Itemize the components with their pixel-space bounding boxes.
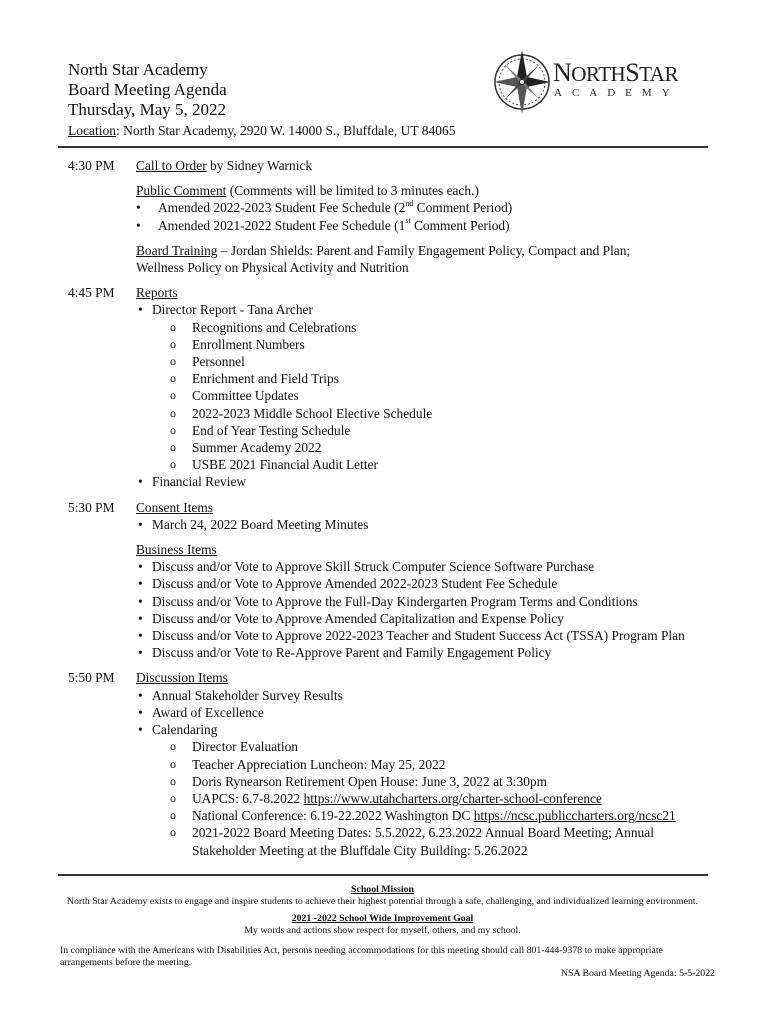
goal-title: 2021 -2022 School Wide Improvement Goal xyxy=(291,913,474,924)
list-item: • Discuss and/or Vote to Approve the Full-Day Kindergarten Program Terms and Conditions xyxy=(136,593,718,610)
list-item: o 2021-2022 Board Meeting Dates: 5.5.2022, 6.23.2022 Annual Board Meeting; Annual Stakeholder Meeting at the Bluffdale City Building: 5.26.2022 xyxy=(170,824,718,858)
board-training: Board Training – Jordan Shields: Parent and Family Engagement Policy, Compact and Plan; Wellness Policy on Physical Activity and Nutrition xyxy=(136,242,631,276)
list-item: o UAPCS: 6.7-8.2022 https://www.utahcharters.org/charter-school-conference xyxy=(170,790,718,807)
list-item: • Discuss and/or Vote to Approve Skill Struck Computer Science Software Purchase xyxy=(136,558,718,575)
list-item: o 2022-2023 Middle School Elective Schedule xyxy=(170,405,718,422)
list-item: • Discuss and/or Vote to Approve 2022-2023 Teacher and Student Success Act (TSSA) Program Plan xyxy=(136,627,718,644)
list-item: o Recognitions and Celebrations xyxy=(170,319,718,336)
public-comment: Public Comment (Comments will be limited to 3 minutes each.) • Amended 2022-2023 Student Fee Schedule (2nd Comment Period) • Amended 2021-2022 Student Fee Schedule (1st Comment Period) xyxy=(136,182,718,234)
agenda-block-430 xyxy=(68,157,718,284)
list-item: o Summer Academy 2022 xyxy=(170,439,718,456)
reports xyxy=(136,284,718,490)
block-content xyxy=(136,157,718,284)
logo-wordmark: NORTHSTAR xyxy=(553,58,678,87)
list-item: o National Conference: 6.19-22.2022 Washington DC https://ncsc.publiccharters.org/ncsc21 xyxy=(170,807,718,824)
list-item: o USBE 2021 Financial Audit Letter xyxy=(170,456,718,473)
time-label: 4:45 PM xyxy=(68,285,115,301)
list-item: • Calendaring o Director Evaluation o Teacher Appreciation Luncheon: May 25, 2022 o Doris Rynearson Retirement Open House: June 3, 2022 at 3:30pm o UAPCS: 6.7-8.2022 https://www.utahcharters.org/charter-school-conference o National Conference: 6.19-22.2022 Washington DC https://ncsc.publiccharters.org/ncsc21 o 2021-2022 Board Meeting Dates: 5.5.2022, 6.23.2022 Annual Board Meeting; Annual Stakeholder Meeting at the Bluffdale City Building: 5.26.2022 xyxy=(136,721,718,859)
discussion-items xyxy=(136,669,718,858)
mission-text: North Star Academy exists to engage and inspire students to achieve their highest potential through a safe, challenging, and individualized learning environment. xyxy=(66,895,699,907)
list-item: o Personnel xyxy=(170,353,718,370)
meeting-date: Thursday, May 5, 2022 xyxy=(68,100,227,119)
reports-list xyxy=(136,301,718,490)
agenda-block-550 xyxy=(68,669,718,858)
list-item: • Annual Stakeholder Survey Results xyxy=(136,687,718,704)
location-address: : North Star Academy, 2920 W. 14000 S., Bluffdale, UT 84065 xyxy=(115,123,456,138)
uapcs-conference-link[interactable]: https://www.utahcharters.org/charter-school-conference xyxy=(303,790,602,806)
list-item: o Enrichment and Field Trips xyxy=(170,370,718,387)
list-item: o Director Evaluation xyxy=(170,738,718,755)
goal-text: My words and actions show respect for myself, others, and my school. xyxy=(244,924,521,936)
director-report-list xyxy=(152,319,718,474)
list-item: o Doris Rynearson Retirement Open House: June 3, 2022 at 3:30pm xyxy=(170,773,718,790)
list-item: o End of Year Testing Schedule xyxy=(170,422,718,439)
footer xyxy=(50,884,715,980)
header-divider xyxy=(58,146,708,148)
school-name: North Star Academy xyxy=(68,60,208,79)
list-item: o Teacher Appreciation Luncheon: May 25, 2022 xyxy=(170,756,718,773)
discussion-heading: Discussion Items xyxy=(136,670,228,686)
consent-heading: Consent Items xyxy=(136,499,213,515)
mission-title: School Mission xyxy=(351,884,414,895)
list-item: • Financial Review xyxy=(136,473,718,490)
location xyxy=(68,123,708,139)
call-to-order: Call to Order by Sidney Warnick xyxy=(136,158,313,173)
logo-subtitle: ACADEMY xyxy=(554,87,680,99)
calendaring-list xyxy=(152,738,718,858)
block-content xyxy=(136,499,718,670)
consent-items xyxy=(136,499,718,533)
list-item: • March 24, 2022 Board Meeting Minutes xyxy=(136,516,718,533)
meeting-title: Board Meeting Agenda xyxy=(68,80,227,99)
list-item: • Discuss and/or Vote to Re-Approve Parent and Family Engagement Policy xyxy=(136,644,718,661)
page-footer-label: NSA Board Meeting Agenda: 5-5-2022 xyxy=(560,968,715,979)
list-item: o Enrollment Numbers xyxy=(170,336,718,353)
list-item: • Award of Excellence xyxy=(136,704,718,721)
north-star-logo xyxy=(492,46,702,118)
time-label: 5:50 PM xyxy=(68,670,115,686)
list-item: • Discuss and/or Vote to Approve Amended Capitalization and Expense Policy xyxy=(136,610,718,627)
business-items xyxy=(136,541,718,661)
agenda xyxy=(68,157,718,859)
time-label: 4:30 PM xyxy=(68,158,115,173)
national-conference-link[interactable]: https://ncsc.publiccharters.org/ncsc21 xyxy=(473,808,676,824)
business-heading: Business Items xyxy=(136,542,217,558)
list-item: • Director Report - Tana Archer o Recognitions and Celebrations o Enrollment Numbers o Personnel o Enrichment and Field Trips o Committee Updates o 2022-2023 Middle School Elective Schedule o End of Year Testing Schedule o Summer Academy 2022 o USBE 2021 Financial Audit Letter xyxy=(136,301,718,473)
location-label: Location xyxy=(68,123,116,138)
footer-divider xyxy=(58,874,708,876)
list-item: o Committee Updates xyxy=(170,387,718,404)
agenda-block-530 xyxy=(68,499,718,670)
ada-compliance-note: In compliance with the Americans with Disabilities Act, persons needing accommodations for this meeting should call 801-444-9378 to make appropriate arrangements before the meeting. xyxy=(60,945,663,968)
list-item: • Amended 2022-2023 Student Fee Schedule (2nd Comment Period) xyxy=(136,199,718,216)
compass-star-icon xyxy=(492,46,552,118)
public-comment-list xyxy=(136,199,718,233)
agenda-block-445 xyxy=(68,284,718,498)
reports-heading: Reports xyxy=(136,285,178,301)
list-item: • Amended 2021-2022 Student Fee Schedule (1st Comment Period) xyxy=(136,217,718,234)
list-item: • Discuss and/or Vote to Approve Amended 2022-2023 Student Fee Schedule xyxy=(136,575,718,592)
time-label: 5:30 PM xyxy=(68,499,115,515)
